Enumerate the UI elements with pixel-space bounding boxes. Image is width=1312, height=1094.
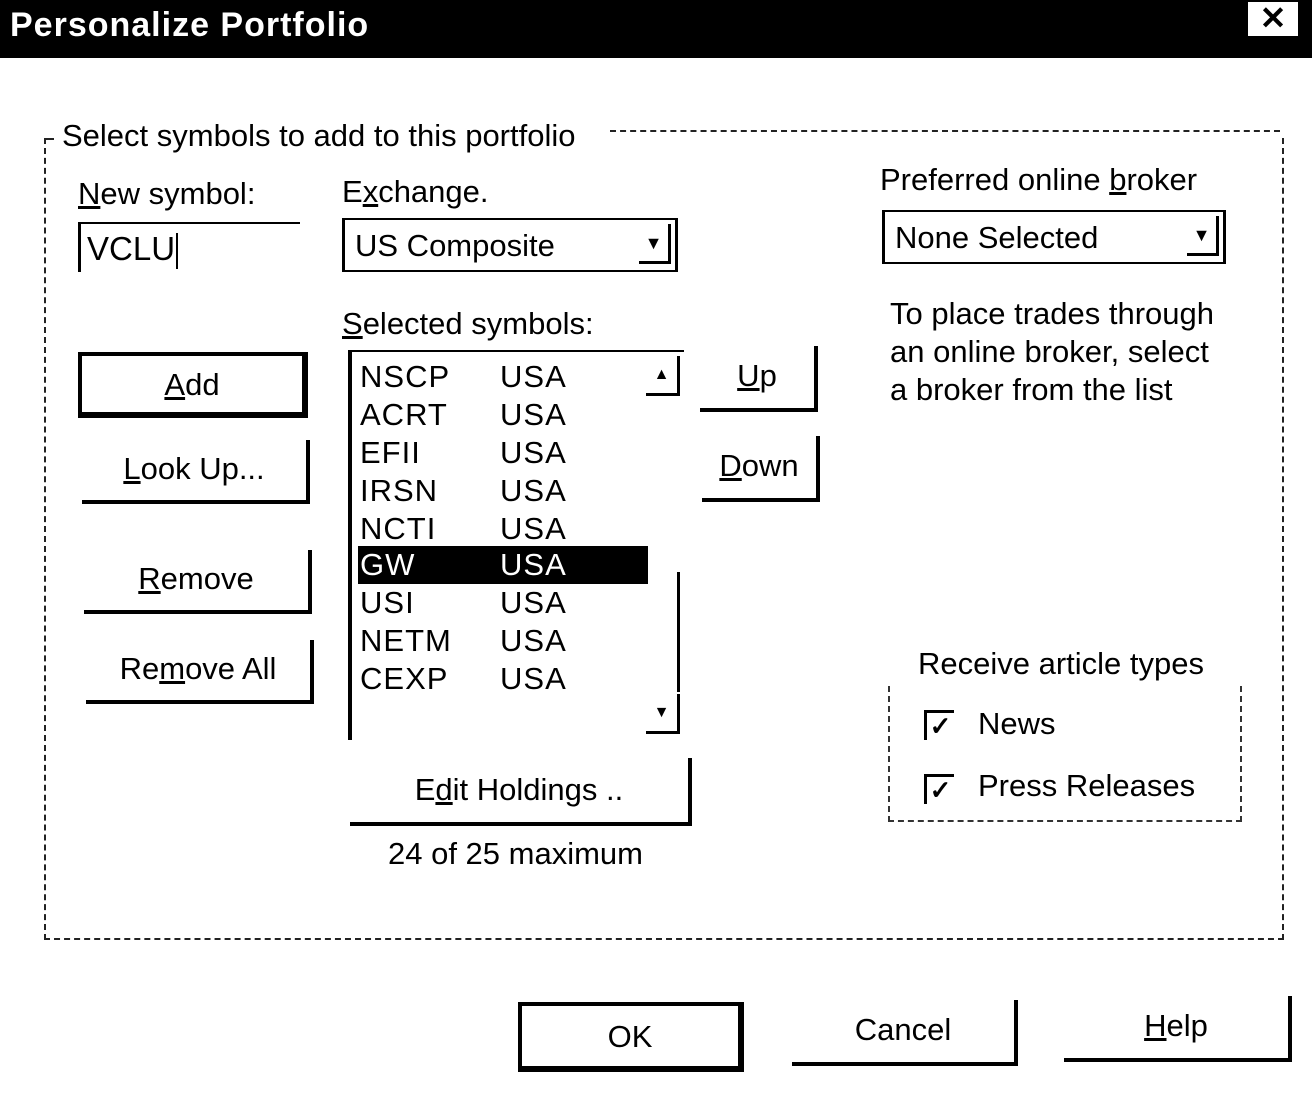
add-button[interactable]: Add [78, 352, 308, 418]
exchange-label: Exchange. [342, 174, 489, 209]
list-item[interactable]: CEXP USA [360, 661, 567, 696]
move-down-button[interactable]: Down [702, 436, 820, 502]
exchange-value: US Composite [355, 228, 555, 263]
exchange-select[interactable] [342, 218, 678, 272]
remove-all-button[interactable]: Remove All [86, 640, 314, 704]
group-top-border [610, 130, 1280, 132]
chevron-down-icon[interactable]: ▼ [1187, 216, 1219, 256]
group-legend: Select symbols to add to this portfolio [58, 118, 579, 154]
move-up-button[interactable]: Up [700, 346, 818, 412]
broker-label: Preferred online broker [880, 162, 1198, 197]
symbol-count-text: 24 of 25 maximum [388, 836, 643, 871]
selected-symbols-label: Selected symbols: [342, 306, 594, 341]
list-item[interactable]: USI USA [360, 585, 567, 620]
press-releases-checkbox[interactable]: ✓ [924, 774, 954, 804]
selected-symbols-list[interactable] [348, 350, 684, 740]
window-title: Personalize Portfolio [10, 6, 370, 44]
list-item-selected[interactable]: GW USA [358, 546, 648, 584]
help-button[interactable]: Help [1064, 996, 1292, 1062]
list-item[interactable]: NCTI USA [360, 511, 567, 546]
scrollbar-track[interactable] [677, 572, 680, 692]
ok-button[interactable]: OK [518, 1002, 744, 1072]
close-icon[interactable]: ✕ [1246, 0, 1300, 38]
list-item[interactable]: NETM USA [360, 623, 567, 658]
list-item[interactable]: NSCP USA [360, 359, 567, 394]
list-item[interactable]: IRSN USA [360, 473, 567, 508]
broker-help-text: a broker from the list [890, 372, 1173, 407]
cancel-button[interactable]: Cancel [792, 1000, 1018, 1066]
broker-help-text: an online broker, select [890, 334, 1209, 369]
news-label: News [978, 706, 1056, 741]
scroll-down-icon[interactable]: ▼ [646, 694, 680, 734]
scroll-up-icon[interactable]: ▲ [646, 356, 680, 396]
list-item[interactable]: ACRT USA [360, 397, 567, 432]
broker-help-text: To place trades through [890, 296, 1214, 331]
remove-button[interactable]: Remove [84, 550, 312, 614]
article-types-legend: Receive article types [914, 646, 1208, 682]
list-item[interactable]: EFII USA [360, 435, 567, 470]
news-checkbox[interactable]: ✓ [924, 710, 954, 740]
group-top-border [44, 138, 54, 140]
press-releases-label: Press Releases [978, 768, 1196, 803]
chevron-down-icon[interactable]: ▼ [639, 224, 671, 264]
edit-holdings-button[interactable]: Edit Holdings .. [350, 758, 692, 826]
look-up-button[interactable]: Look Up... [82, 440, 310, 504]
new-symbol-label: New symbol: [78, 176, 256, 211]
broker-value: None Selected [895, 220, 1099, 255]
broker-select[interactable] [882, 210, 1226, 264]
new-symbol-input[interactable]: VCLU [78, 222, 300, 272]
